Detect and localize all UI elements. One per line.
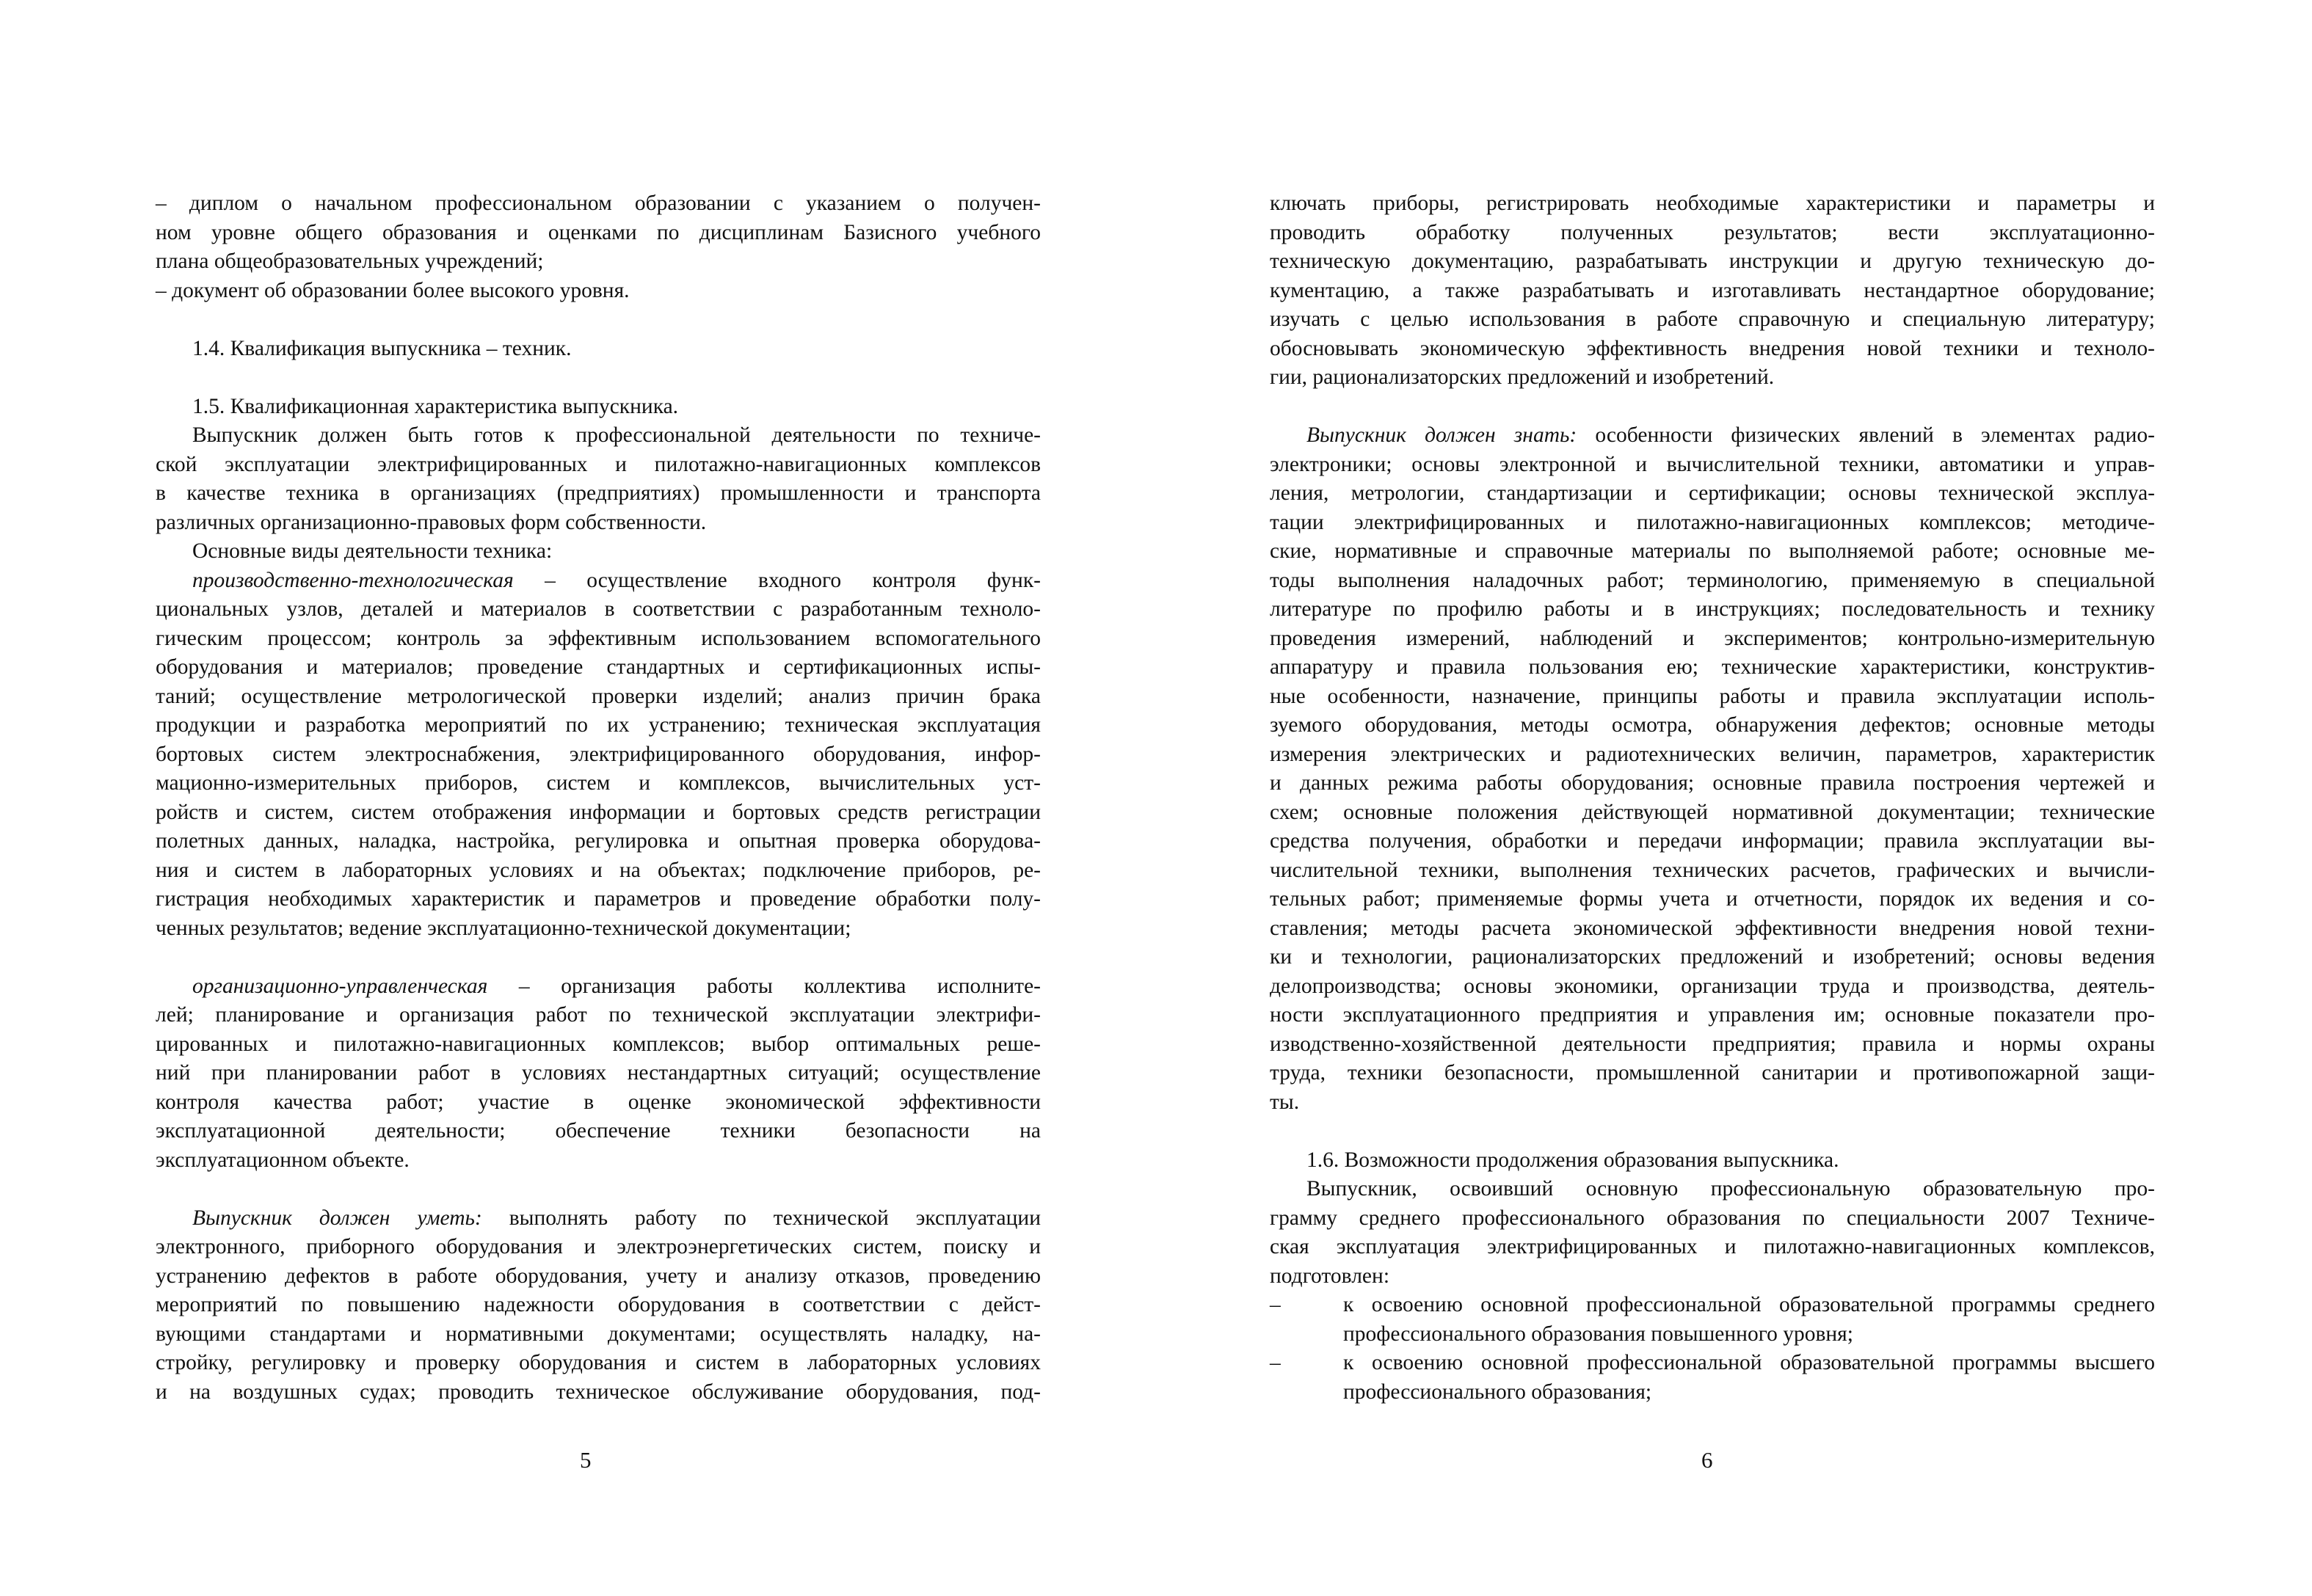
text-line: ные особенности, назначение, принципы работы и правила эксплуатации исполь- <box>1270 684 2155 708</box>
text-run: особенности физических явлений в элементах радио- <box>1577 423 2155 447</box>
text-line: труда, техники безопасности, промышленной санитарии и противопожарной защи- <box>1270 1061 2155 1085</box>
text-line: различных организационно-правовых форм собственности. <box>156 510 707 534</box>
text-line: вующими стандартами и нормативными документами; осуществлять наладку, на- <box>156 1322 1041 1346</box>
text-line: изводственно-хозяйственной деятельности предприятия; правила и нормы охраны <box>1270 1032 2155 1056</box>
text-line: и данных режима работы оборудования; основные правила построения чертежей и <box>1270 771 2155 795</box>
text-line: таний; осуществление метрологической проверки изделий; анализ причин брака <box>156 684 1041 708</box>
text-line: Основные виды деятельности техника: <box>192 539 553 563</box>
text-line: эксплуатационном объекте. <box>156 1148 410 1172</box>
text-line: профессионального образования повышенного уровня; <box>1343 1322 1853 1346</box>
list-dash: – <box>1270 1293 1281 1316</box>
text-line: профессионального образования; <box>1343 1380 1652 1404</box>
text-line <box>1270 421 2155 451</box>
text-line <box>156 1204 1041 1234</box>
text-line: аппаратуру и правила пользования ею; технические характеристики, конструктив- <box>1270 655 2155 679</box>
text-line: оборудования и материалов; проведение стандартных и сертификационных испы- <box>156 655 1041 679</box>
text-line: гии, рационализаторских предложений и изобретений. <box>1270 365 1775 389</box>
text-line: измерения электрических и радиотехнических величин, параметров, характеристик <box>1270 742 2155 766</box>
italic-term: производственно-технологическая <box>192 568 514 592</box>
text-line: к освоению основной профессиональной образовательной программы высшего <box>1343 1351 2155 1374</box>
section-heading: 1.4. Квалификация выпускника – техник. <box>192 336 572 360</box>
text-line: проведения измерений, наблюдений и экспериментов; контрольно-измерительную <box>1270 626 2155 650</box>
text-line: продукции и разработка мероприятий по их устранению; техническая эксплуатация <box>156 713 1041 737</box>
text-line: тации электрифицированных и пилотажно-навигационных комплексов; методиче- <box>1270 510 2155 534</box>
text-line: кументацию, а также разрабатывать и изготавливать нестандартное оборудование; <box>1270 278 2155 302</box>
text-line: подготовлен: <box>1270 1264 1390 1288</box>
section-heading: 1.6. Возможности продолжения образования выпускника. <box>1306 1148 1839 1172</box>
text-line: числительной техники, выполнения технических расчетов, графических и вычисли- <box>1270 858 2155 882</box>
text-line: ской эксплуатации электрифицированных и пилотажно-навигационных комплексов <box>156 452 1041 476</box>
text-line: лей; планирование и организация работ по технической эксплуатации электрифи- <box>156 1003 1041 1027</box>
text-line: ключать приборы, регистрировать необходимые характеристики и параметры и <box>1270 192 2155 215</box>
text-line: в качестве техника в организациях (предприятиях) промышленности и транспорта <box>156 481 1041 505</box>
text-line: устранению дефектов в работе оборудования, учету и анализу отказов, проведению <box>156 1264 1041 1288</box>
page-number: 5 <box>580 1447 592 1473</box>
text-line: эксплуатационной деятельности; обеспечение техники безопасности на <box>156 1119 1041 1143</box>
text-line: ния и систем в лабораторных условиях и на объектах; подключение приборов, ре- <box>156 858 1041 882</box>
text-line <box>156 566 1041 596</box>
text-line: – документ об образовании более высокого уровня. <box>156 278 630 302</box>
text-line: циональных узлов, деталей и материалов в соответствии с разработанным техноло- <box>156 597 1041 621</box>
text-line <box>156 972 1041 1002</box>
text-line: тельных работ; применяемые формы учета и отчетности, порядок их ведения и со- <box>1270 887 2155 911</box>
text-line: плана общеобразовательных учреждений; <box>156 249 544 273</box>
text-run: – осуществление входного контроля функ- <box>513 568 1041 592</box>
text-line: ройств и систем, систем отображения информации и бортовых средств регистрации <box>156 800 1041 824</box>
text-line: электроники; основы электронной и вычислительной техники, автоматики и управ- <box>1270 452 2155 476</box>
text-line: мероприятий по повышению надежности оборудования в соответствии с дейст- <box>156 1293 1041 1316</box>
list-item <box>1270 1349 2155 1407</box>
text-line: мационно-измерительных приборов, систем и комплексов, вычислительных уст- <box>156 771 1041 795</box>
text-line: электронного, приборного оборудования и электроэнергетических систем, поиску и <box>156 1235 1041 1258</box>
list-item <box>1270 1291 2155 1349</box>
text-line: Выпускник, освоивший основную профессиональную образовательную про- <box>1306 1177 2155 1200</box>
text-line: ты. <box>1270 1090 1300 1114</box>
text-run: – организация работы коллектива исполните- <box>487 974 1041 998</box>
text-line: гистрация необходимых характеристик и параметров и проведение обработки полу- <box>156 887 1041 911</box>
italic-term: Выпускник должен знать: <box>1306 423 1577 447</box>
text-line: техническую документацию, разрабатывать инструкции и другую техническую до- <box>1270 249 2155 273</box>
text-line: полетных данных, наладка, настройка, регулировка и опытная проверка оборудова- <box>156 829 1041 853</box>
text-line: цированных и пилотажно-навигационных комплексов; выбор оптимальных реше- <box>156 1032 1041 1056</box>
text-line: контроля качества работ; участие в оценке экономической эффективности <box>156 1090 1041 1114</box>
text-line: – диплом о начальном профессиональном образовании с указанием о получен- <box>156 192 1041 215</box>
text-line: к освоению основной профессиональной образовательной программы среднего <box>1343 1293 2155 1316</box>
text-line: ки и технологии, рационализаторских предложений и изобретений; основы ведения <box>1270 945 2155 969</box>
italic-term: организационно-управленческая <box>192 974 488 998</box>
text-line: литературе по профилю работы и в инструкциях; последовательность и технику <box>1270 597 2155 621</box>
text-line: средства получения, обработки и передачи информации; правила эксплуатации вы- <box>1270 829 2155 853</box>
left-page <box>156 189 1041 1407</box>
page-number: 6 <box>1701 1447 1713 1473</box>
text-line: ставления; методы расчета экономической эффективности внедрения новой техни- <box>1270 916 2155 940</box>
text-line: зуемого оборудования, методы осмотра, обнаружения дефектов; основные методы <box>1270 713 2155 737</box>
text-line: ний при планировании работ в условиях нестандартных ситуаций; осуществление <box>156 1061 1041 1085</box>
text-line: обосновывать экономическую эффективность внедрения новой техники и техноло- <box>1270 336 2155 360</box>
right-page <box>1270 189 2155 1407</box>
text-line: ские, нормативные и справочные материалы по выполняемой работе; основные ме- <box>1270 539 2155 563</box>
text-line: Выпускник должен быть готов к профессиональной деятельности по техниче- <box>192 423 1041 447</box>
text-line: грамму среднего профессионального образования по специальности 2007 Техниче- <box>1270 1206 2155 1230</box>
text-line: ская эксплуатация электрифицированных и пилотажно-навигационных комплексов, <box>1270 1235 2155 1258</box>
text-line: и на воздушных судах; проводить техническое обслуживание оборудования, под- <box>156 1380 1041 1404</box>
text-line: бортовых систем электроснабжения, электрифицированного оборудования, инфор- <box>156 742 1041 766</box>
text-run: выполнять работу по технической эксплуатации <box>481 1206 1041 1230</box>
text-line: ченных результатов; ведение эксплуатационно-технической документации; <box>156 916 851 940</box>
text-line: ном уровне общего образования и оценками по дисциплинам Базисного учебного <box>156 220 1041 244</box>
section-heading: 1.5. Квалификационная характеристика выпускника. <box>192 394 679 418</box>
text-line: схем; основные положения действующей нормативной документации; технические <box>1270 800 2155 824</box>
text-line: проводить обработку полученных результатов; вести эксплуатационно- <box>1270 220 2155 244</box>
text-line: стройку, регулировку и проверку оборудования и систем в лабораторных условиях <box>156 1351 1041 1374</box>
text-line: тоды выполнения наладочных работ; терминологию, применяемую в специальной <box>1270 568 2155 592</box>
list-dash: – <box>1270 1351 1281 1374</box>
italic-term: Выпускник должен уметь: <box>192 1206 482 1230</box>
text-line: ления, метрологии, стандартизации и сертификации; основы технической эксплуа- <box>1270 481 2155 505</box>
text-line: делопроизводства; основы экономики, организации труда и производства, деятель- <box>1270 974 2155 998</box>
text-line: ности эксплуатационного предприятия и управления им; основные показатели про- <box>1270 1003 2155 1027</box>
text-line: гическим процессом; контроль за эффективным использованием вспомогательного <box>156 626 1041 650</box>
text-line: изучать с целью использования в работе справочную и специальную литературу; <box>1270 307 2155 331</box>
